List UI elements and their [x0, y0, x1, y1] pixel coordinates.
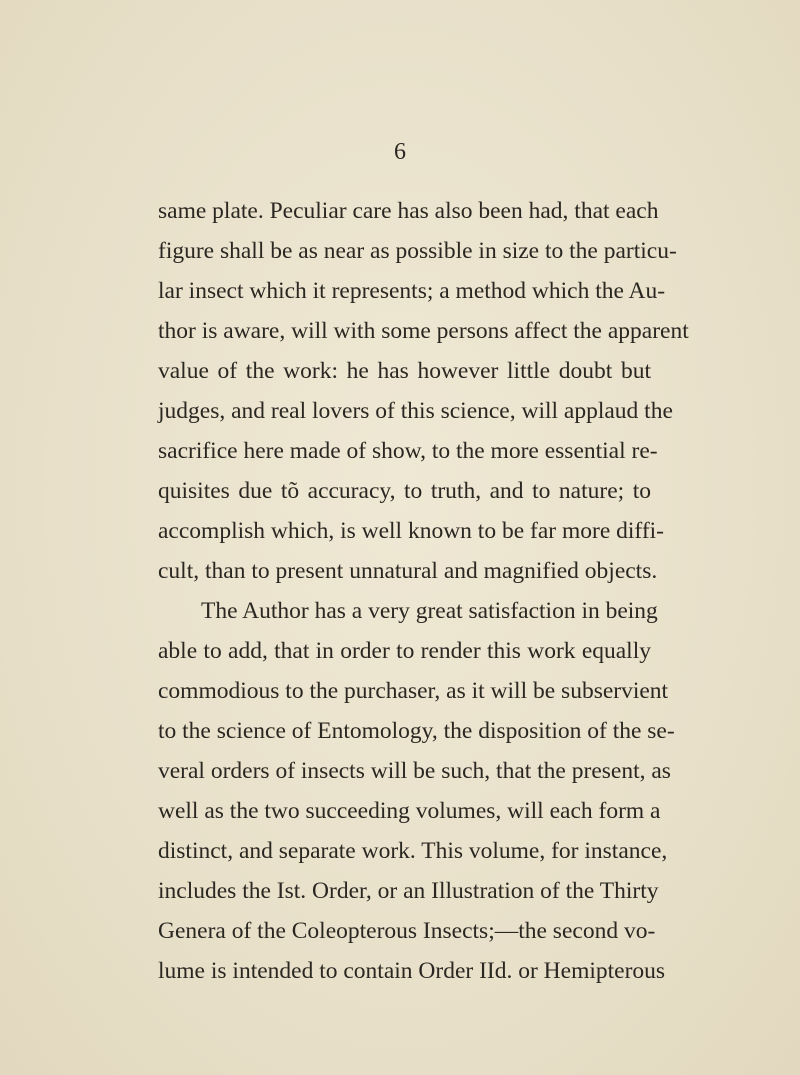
text-line: lar insect which it represents; a method which the Au- [158, 278, 666, 304]
text-line: able to add, that in order to render this work equally [158, 638, 651, 664]
text-line: distinct, and separate work. This volume, for instance, [158, 838, 668, 864]
text-line: same plate. Peculiar care has also been had, that each [158, 198, 659, 224]
text-line: value of the work: he has however little doubt but [158, 358, 651, 384]
text-line: cult, than to present unnatural and magnified objects. [158, 558, 658, 584]
text-line: sacrifice here made of show, to the more essential re- [158, 438, 658, 464]
text-line: includes the Ist. Order, or an Illustration of the Thirty [158, 878, 659, 904]
text-line: thor is aware, will with some persons affect the apparent [158, 318, 689, 344]
page-number: 6 [394, 139, 406, 165]
text-line: to the science of Entomology, the disposition of the se- [158, 718, 675, 744]
text-line: quisites due tõ accuracy, to truth, and to nature; to [158, 478, 651, 504]
text-line: commodious to the purchaser, as it will be subservient [158, 678, 669, 704]
text-line: judges, and real lovers of this science, will applaud the [158, 398, 673, 424]
text-line: veral orders of insects will be such, that the present, as [158, 758, 671, 784]
text-line: well as the two succeeding volumes, will each form a [158, 798, 661, 824]
text-line: lume is intended to contain Order IId. or Hemipterous [158, 958, 666, 984]
text-line: The Author has a very great satisfaction in being [201, 598, 658, 624]
text-line: Genera of the Coleopterous Insects;—the second vo- [158, 918, 656, 944]
text-line: accomplish which, is well known to be far more diffi- [158, 518, 664, 544]
text-line: figure shall be as near as possible in size to the particu- [158, 238, 677, 264]
